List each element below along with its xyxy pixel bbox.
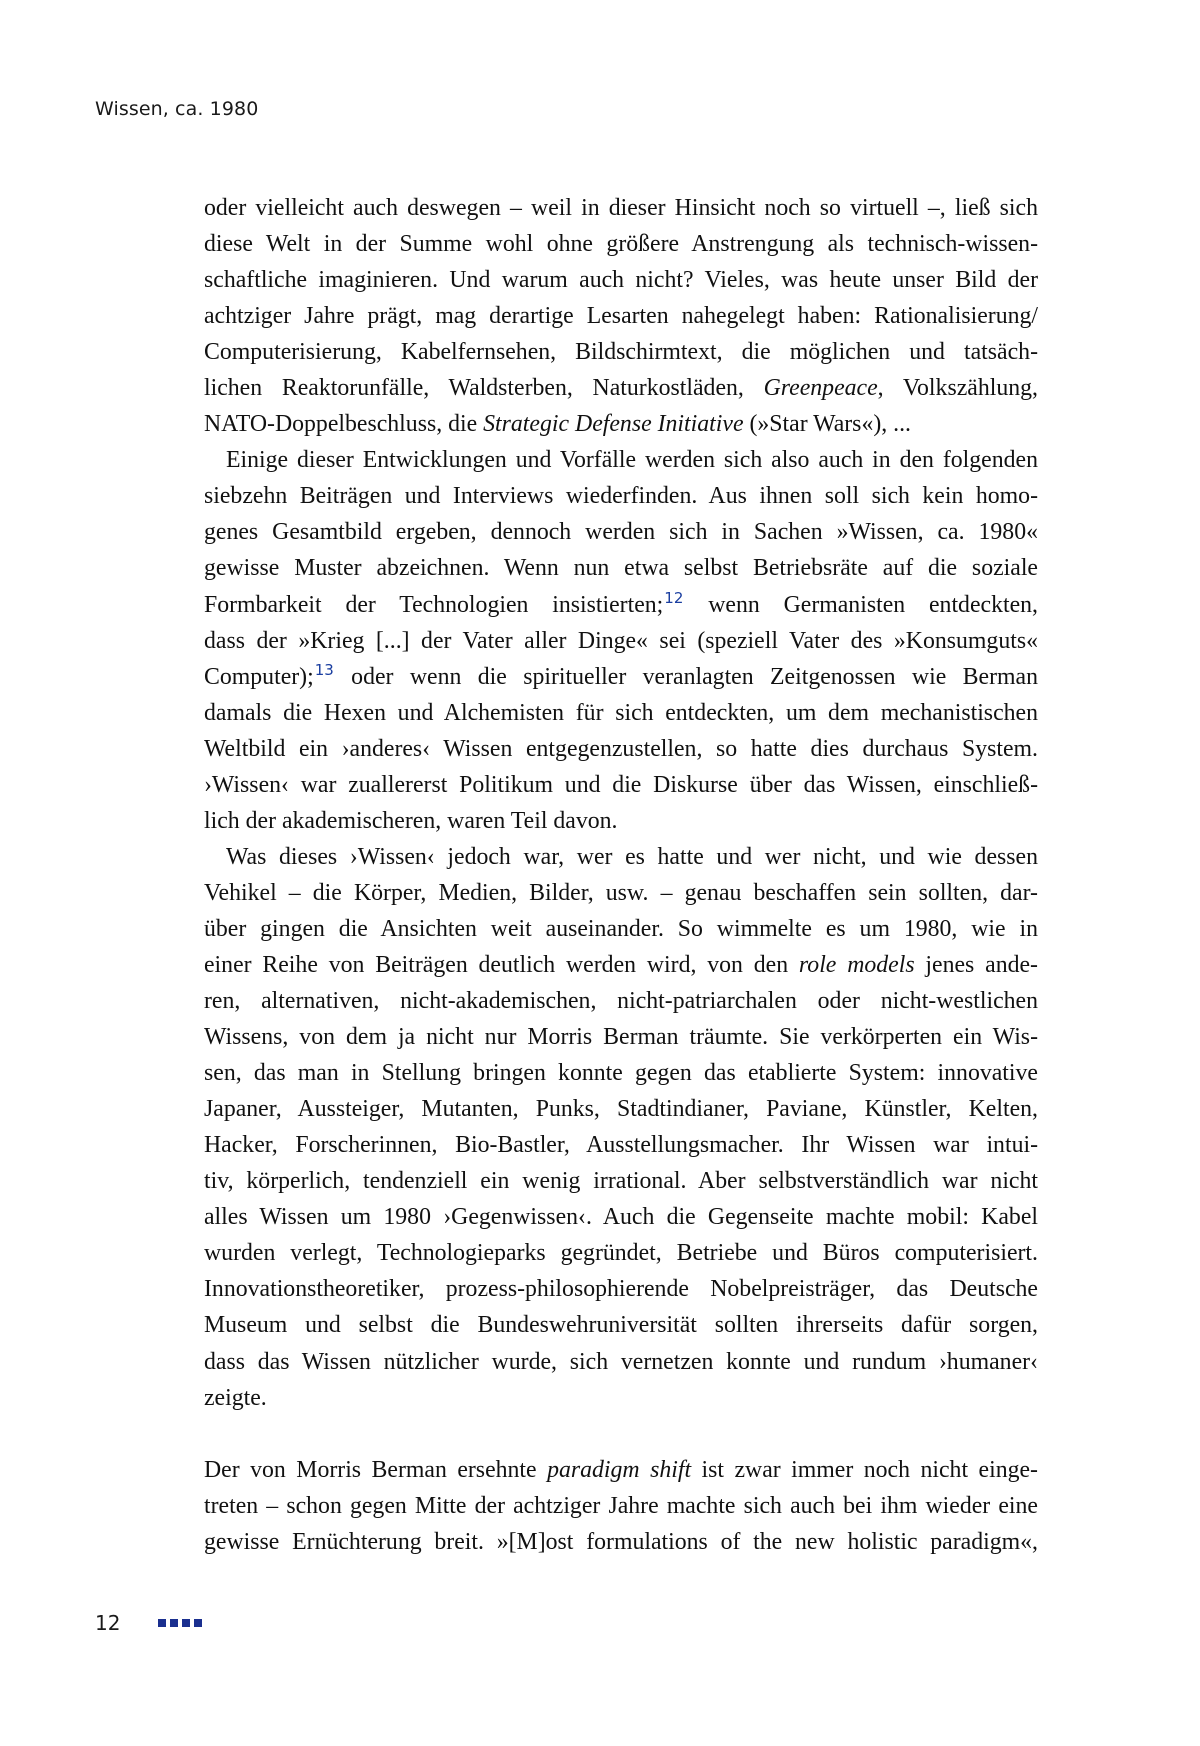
text-line: wurden verlegt, Technologieparks gegründet, Betriebe und Büros computerisiert. bbox=[204, 1240, 1038, 1267]
text-line: Vehikel – die Körper, Medien, Bilder, usw. – genau beschaffen sein sollten, dar- bbox=[204, 879, 1038, 906]
footnote-ref-13[interactable]: 13 bbox=[314, 660, 334, 679]
running-head: Wissen, ca. 1980 bbox=[95, 98, 259, 120]
text-line: ›Wissen‹ war zuallererst Politikum und die Diskurse über das Wissen, einschließ- bbox=[204, 771, 1038, 798]
text-line: zeigte. bbox=[204, 1384, 267, 1411]
text-line: siebzehn Beiträgen und Interviews wiederfinden. Aus ihnen soll sich kein homo- bbox=[204, 483, 1038, 510]
text-line: oder vielleicht auch deswegen – weil in dieser Hinsicht noch so virtuell –, ließ sich bbox=[204, 195, 1038, 221]
footnote-ref-12[interactable]: 12 bbox=[664, 588, 684, 607]
text-line: schaftliche imaginieren. Und warum auch nicht? Vieles, was heute unser Bild der bbox=[204, 267, 1038, 294]
text-line: genes Gesamtbild ergeben, dennoch werden sich in Sachen »Wissen, ca. 1980« bbox=[204, 519, 1038, 546]
text-line: Museum und selbst die Bundeswehruniversität sollten ihrerseits dafür sorgen, bbox=[204, 1312, 1038, 1339]
text-line: Formbarkeit der Technologien insistierten;$^{12}$ wenn Germanisten entdeckten, bbox=[204, 588, 1038, 618]
text-line: lichen Reaktorunfälle, Waldsterben, Naturkostläden, Greenpeace, Volkszählung, bbox=[204, 375, 1038, 402]
text-line: über gingen die Ansichten weit auseinander. So wimmelte es um 1980, wie in bbox=[204, 915, 1038, 942]
italic-term: paradigm shift bbox=[547, 1456, 692, 1483]
italic-term: Strategic Defense Initiative bbox=[483, 411, 744, 438]
italic-term: Greenpeace bbox=[763, 375, 878, 402]
text-line: gewisse Muster abzeichnen. Wenn nun etwa selbst Betriebsräte auf die soziale bbox=[204, 555, 1038, 582]
body-text bbox=[204, 190, 1038, 1560]
text-line: tiv, körperlich, tendenziell ein wenig irrational. Aber selbstverständlich war nicht bbox=[204, 1168, 1038, 1195]
text-line: dass das Wissen nützlicher wurde, sich vernetzen konnte und rundum ›humaner‹ bbox=[204, 1348, 1038, 1375]
text-line: Hacker, Forscherinnen, Bio-Bastler, Ausstellungsmacher. Ihr Wissen war intui- bbox=[204, 1132, 1038, 1159]
text-line: Weltbild ein ›anderes‹ Wissen entgegenzustellen, so hatte dies durchaus System. bbox=[204, 735, 1038, 762]
square-mark bbox=[194, 1619, 202, 1627]
square-mark bbox=[158, 1619, 166, 1627]
folio-squares bbox=[158, 1619, 202, 1627]
italic-term: role models bbox=[798, 951, 915, 978]
text-line: Der von Morris Berman ersehnte paradigm shift ist zwar immer noch nicht einge- bbox=[204, 1456, 1038, 1483]
text-line: gewisse Ernüchterung breit. »[M]ost formulations of the new holistic paradigm«, bbox=[204, 1528, 1038, 1555]
text-line: achtziger Jahre prägt, mag derartige Lesarten nahegelegt haben: Rationalisierung/ bbox=[204, 303, 1038, 330]
text-line: Computer);$^{13}$ oder wenn die spiritueller veranlagten Zeitgenossen wie Berman bbox=[204, 660, 1038, 690]
text-line: treten – schon gegen Mitte der achtziger Jahre machte sich auch bei ihm wieder eine bbox=[204, 1492, 1038, 1519]
text-line: Einige dieser Entwicklungen und Vorfälle werden sich also auch in den folgenden bbox=[226, 447, 1038, 474]
section-gap bbox=[204, 1416, 1038, 1452]
text-line: einer Reihe von Beiträgen deutlich werden wird, von den role models jenes ande- bbox=[204, 951, 1038, 978]
text-line: Innovationstheoretiker, prozess-philosophierende Nobelpreisträger, das Deutsche bbox=[204, 1276, 1038, 1303]
text-line: Japaner, Aussteiger, Mutanten, Punks, Stadtindianer, Paviane, Künstler, Kelten, bbox=[204, 1096, 1038, 1123]
text-line: diese Welt in der Summe wohl ohne größere Anstrengung als technisch-wissen- bbox=[204, 231, 1038, 258]
square-mark bbox=[182, 1619, 190, 1627]
text-line: dass der »Krieg [...] der Vater aller Dinge« sei (speziell Vater des »Konsumguts« bbox=[204, 627, 1038, 654]
text-line: Computerisierung, Kabelfernsehen, Bildschirmtext, die möglichen und tatsäch- bbox=[204, 339, 1038, 366]
text-line: Was dieses ›Wissen‹ jedoch war, wer es hatte und wer nicht, und wie dessen bbox=[226, 843, 1038, 870]
text-line: Wissens, von dem ja nicht nur Morris Berman träumte. Sie verkörperten ein Wis- bbox=[204, 1024, 1038, 1051]
text-line: sen, das man in Stellung bringen konnte gegen das etablierte System: innovative bbox=[204, 1060, 1038, 1087]
text-line: damals die Hexen und Alchemisten für sich entdeckten, um dem mechanistischen bbox=[204, 699, 1038, 726]
text-line: ren, alternativen, nicht-akademischen, nicht-patriarchalen oder nicht-westlichen bbox=[204, 988, 1038, 1015]
text-line: NATO-Doppelbeschluss, die Strategic Defense Initiative (»Star Wars«), ... bbox=[204, 411, 912, 438]
text-line: lich der akademischeren, waren Teil davon. bbox=[204, 807, 618, 834]
square-mark bbox=[170, 1619, 178, 1627]
text-line: alles Wissen um 1980 ›Gegenwissen‹. Auch die Gegenseite machte mobil: Kabel bbox=[204, 1204, 1038, 1231]
page-number: 12 bbox=[95, 1611, 121, 1635]
